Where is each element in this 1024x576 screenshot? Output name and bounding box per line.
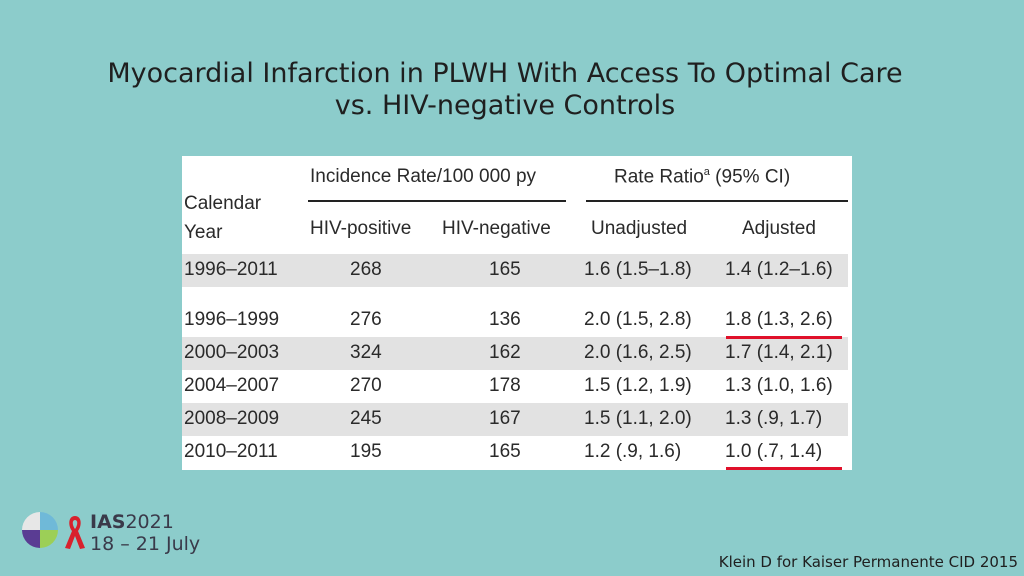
cell-hiv-positive: 195 [350, 441, 382, 462]
cell-unadjusted: 1.5 (1.2, 1.9) [584, 375, 692, 396]
cell-adjusted: 1.4 (1.2–1.6) [725, 259, 833, 280]
citation: Klein D for Kaiser Permanente CID 2015 [718, 553, 1018, 571]
cell-unadjusted: 1.6 (1.5–1.8) [584, 259, 692, 280]
ias-brand-name: IAS [90, 511, 126, 533]
ias-dates: 18 – 21 July [90, 533, 201, 555]
incidence-rate-header: Incidence Rate/100 000 py [310, 166, 537, 187]
cell-adjusted: 1.3 (.9, 1.7) [725, 408, 823, 429]
ias-conference-icon [22, 512, 58, 548]
table-row [182, 337, 848, 370]
cell-hiv-positive: 270 [350, 375, 382, 396]
highlight-underline-1996-1999 [726, 336, 842, 339]
table-row [182, 436, 848, 469]
red-ribbon-icon [63, 514, 87, 550]
slide-title-line1: Myocardial Infarction in PLWH With Access To Optimal Care [107, 58, 903, 89]
table-row [182, 370, 848, 403]
ias-brand [90, 512, 174, 532]
cell-hiv-positive: 268 [350, 259, 382, 280]
rate-ratio-header-rule [586, 200, 848, 202]
cell-year: 1996–1999 [184, 309, 280, 330]
table-row [182, 254, 848, 287]
cell-adjusted: 1.0 (.7, 1.4) [725, 441, 823, 462]
cell-hiv-positive: 324 [350, 342, 382, 363]
col-header-adjusted: Adjusted [742, 218, 816, 239]
year-header-line2: Year [184, 222, 223, 243]
cell-adjusted: 1.3 (1.0, 1.6) [725, 375, 833, 396]
table-row [182, 403, 848, 436]
rate-ratio-footnote: a [703, 166, 710, 178]
cell-hiv-negative: 178 [489, 375, 521, 396]
cell-year: 2000–2003 [184, 342, 280, 363]
col-header-unadjusted: Unadjusted [591, 218, 688, 239]
cell-hiv-negative: 136 [489, 309, 521, 330]
ias-year: 2021 [125, 511, 174, 533]
cell-adjusted: 1.7 (1.4, 2.1) [725, 342, 833, 363]
cell-hiv-negative: 165 [489, 441, 521, 462]
slide-title-line2: vs. HIV-negative Controls [334, 90, 676, 121]
table-row [182, 304, 848, 337]
mi-incidence-table [182, 156, 852, 470]
cell-hiv-negative: 167 [489, 408, 521, 429]
ias-2021-logo [22, 510, 201, 556]
col-header-hiv-negative: HIV-negative [442, 218, 551, 239]
year-header-line1: Calendar [184, 193, 262, 214]
cell-adjusted: 1.8 (1.3, 2.6) [725, 309, 833, 330]
cell-year: 2008–2009 [184, 408, 280, 429]
cell-year: 1996–2011 [184, 259, 278, 280]
slide-title [0, 58, 1010, 122]
year-header [184, 189, 261, 247]
cell-hiv-positive: 245 [350, 408, 382, 429]
cell-hiv-negative: 162 [489, 342, 521, 363]
cell-unadjusted: 2.0 (1.5, 2.8) [584, 309, 692, 330]
cell-unadjusted: 1.2 (.9, 1.6) [584, 441, 682, 462]
cell-hiv-positive: 276 [350, 309, 382, 330]
highlight-underline-2010-2011 [726, 467, 842, 470]
col-header-hiv-positive: HIV-positive [310, 218, 412, 239]
cell-unadjusted: 1.5 (1.1, 2.0) [584, 408, 692, 429]
rate-ratio-header [614, 166, 790, 188]
cell-hiv-negative: 165 [489, 259, 521, 280]
rate-ratio-ci-label: (95% CI) [709, 166, 791, 188]
cell-year: 2010–2011 [184, 441, 278, 462]
cell-year: 2004–2007 [184, 375, 280, 396]
rate-ratio-label: Rate Ratio [614, 166, 704, 188]
cell-unadjusted: 2.0 (1.6, 2.5) [584, 342, 692, 363]
incidence-header-rule [308, 200, 566, 202]
